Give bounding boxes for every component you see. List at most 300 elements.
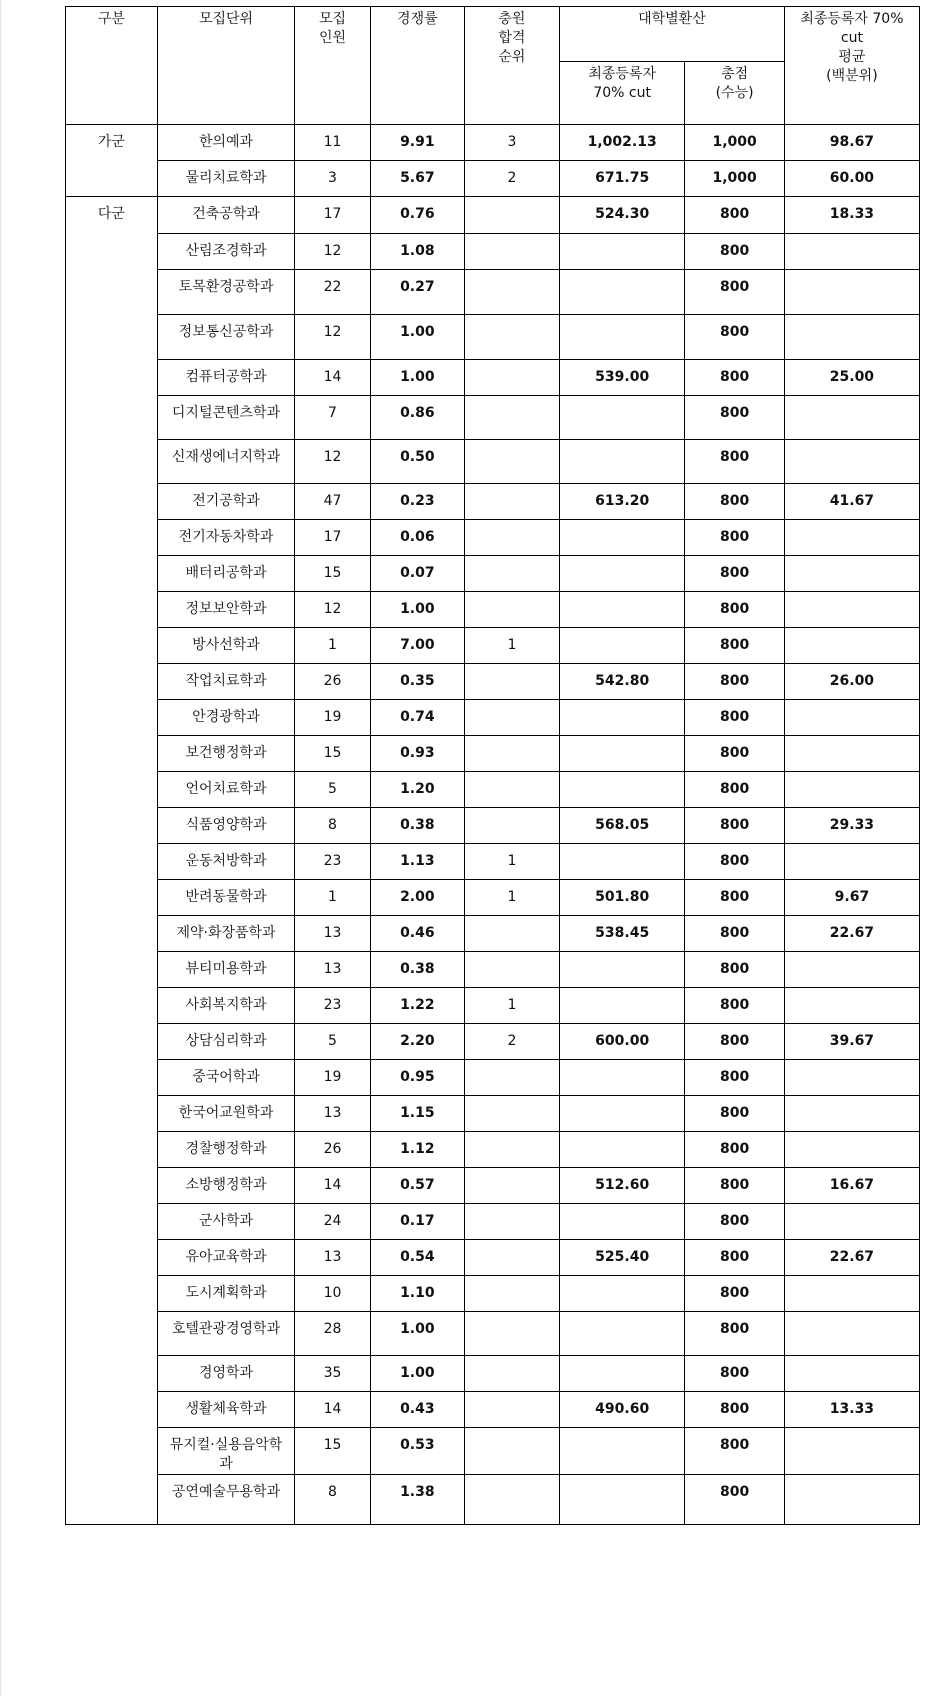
total-cell: 800 [685, 808, 784, 844]
cut70-cell [559, 736, 684, 772]
table-row [66, 1132, 920, 1168]
table-row [66, 234, 920, 270]
total-cell: 800 [685, 270, 784, 315]
ratio-cell: 1.00 [370, 315, 464, 360]
quota-cell: 17 [295, 197, 371, 234]
unit-cell: 언어치료학과 [157, 772, 294, 808]
unit-cell: 전기자동차학과 [157, 520, 294, 556]
waitlist-cell: 1 [464, 988, 559, 1024]
unit-cell: 중국어학과 [157, 1060, 294, 1096]
group-cell: 가군 [66, 125, 158, 197]
quota-cell: 12 [295, 315, 371, 360]
waitlist-cell [464, 700, 559, 736]
waitlist-cell: 2 [464, 161, 559, 197]
unit-cell: 뷰티미용학과 [157, 952, 294, 988]
header-group: 구분 [66, 7, 158, 125]
avg70-cell: 22.67 [784, 1240, 919, 1276]
total-cell: 1,000 [685, 161, 784, 197]
quota-cell: 12 [295, 234, 371, 270]
unit-cell: 생활체육학과 [157, 1392, 294, 1428]
table-row [66, 1204, 920, 1240]
cut70-cell [559, 700, 684, 736]
waitlist-cell [464, 1132, 559, 1168]
waitlist-cell [464, 1240, 559, 1276]
total-cell: 800 [685, 1312, 784, 1356]
waitlist-cell [464, 1096, 559, 1132]
avg70-cell [784, 988, 919, 1024]
total-cell: 800 [685, 736, 784, 772]
table-row [66, 1060, 920, 1096]
total-cell: 800 [685, 197, 784, 234]
avg70-cell: 39.67 [784, 1024, 919, 1060]
unit-cell: 신재생에너지학과 [157, 440, 294, 484]
table-row [66, 736, 920, 772]
total-cell: 800 [685, 484, 784, 520]
unit-cell: 호텔관광경영학과 [157, 1312, 294, 1356]
table-row [66, 396, 920, 440]
ratio-cell: 0.93 [370, 736, 464, 772]
quota-cell: 5 [295, 772, 371, 808]
total-cell: 800 [685, 916, 784, 952]
total-cell: 800 [685, 315, 784, 360]
unit-cell: 한국어교원학과 [157, 1096, 294, 1132]
cut70-cell [559, 1428, 684, 1475]
quota-cell: 47 [295, 484, 371, 520]
table-row [66, 844, 920, 880]
waitlist-cell [464, 315, 559, 360]
avg70-cell [784, 1475, 919, 1525]
waitlist-cell [464, 664, 559, 700]
waitlist-cell [464, 1392, 559, 1428]
unit-cell: 물리치료학과 [157, 161, 294, 197]
cut70-cell [559, 1356, 684, 1392]
cut70-cell: 568.05 [559, 808, 684, 844]
quota-cell: 19 [295, 1060, 371, 1096]
unit-cell: 방사선학과 [157, 628, 294, 664]
header-total: 총점 (수능) [685, 62, 784, 125]
avg70-cell [784, 520, 919, 556]
avg70-cell [784, 1132, 919, 1168]
ratio-cell: 1.00 [370, 1356, 464, 1392]
ratio-cell: 0.74 [370, 700, 464, 736]
quota-cell: 1 [295, 628, 371, 664]
avg70-cell [784, 315, 919, 360]
table-row [66, 1024, 920, 1060]
cut70-cell [559, 1096, 684, 1132]
cut70-cell: 501.80 [559, 880, 684, 916]
ratio-cell: 0.07 [370, 556, 464, 592]
header-cut70: 최종등록자 70% cut [559, 62, 684, 125]
unit-cell: 운동처방학과 [157, 844, 294, 880]
quota-cell: 1 [295, 880, 371, 916]
cut70-cell [559, 1276, 684, 1312]
table-row [66, 772, 920, 808]
total-cell: 800 [685, 628, 784, 664]
total-cell: 800 [685, 1096, 784, 1132]
ratio-cell: 2.00 [370, 880, 464, 916]
total-cell: 800 [685, 360, 784, 396]
unit-cell: 제약·화장품학과 [157, 916, 294, 952]
waitlist-cell [464, 952, 559, 988]
ratio-cell: 1.00 [370, 592, 464, 628]
waitlist-cell [464, 234, 559, 270]
table-row [66, 1096, 920, 1132]
avg70-cell: 18.33 [784, 197, 919, 234]
unit-cell: 보건행정학과 [157, 736, 294, 772]
quota-cell: 22 [295, 270, 371, 315]
unit-cell: 산림조경학과 [157, 234, 294, 270]
quota-cell: 12 [295, 440, 371, 484]
waitlist-cell [464, 592, 559, 628]
quota-cell: 8 [295, 808, 371, 844]
quota-cell: 19 [295, 700, 371, 736]
quota-cell: 7 [295, 396, 371, 440]
waitlist-cell [464, 736, 559, 772]
ratio-cell: 1.20 [370, 772, 464, 808]
cut70-cell: 613.20 [559, 484, 684, 520]
unit-cell: 소방행정학과 [157, 1168, 294, 1204]
total-cell: 800 [685, 234, 784, 270]
quota-cell: 14 [295, 1168, 371, 1204]
waitlist-cell [464, 520, 559, 556]
avg70-cell [784, 736, 919, 772]
total-cell: 800 [685, 440, 784, 484]
total-cell: 800 [685, 952, 784, 988]
ratio-cell: 1.00 [370, 360, 464, 396]
quota-cell: 28 [295, 1312, 371, 1356]
cut70-cell: 512.60 [559, 1168, 684, 1204]
avg70-cell [784, 1060, 919, 1096]
waitlist-cell: 2 [464, 1024, 559, 1060]
ratio-cell: 0.43 [370, 1392, 464, 1428]
avg70-cell: 98.67 [784, 125, 919, 161]
quota-cell: 13 [295, 1096, 371, 1132]
quota-cell: 12 [295, 592, 371, 628]
ratio-cell: 0.50 [370, 440, 464, 484]
quota-cell: 14 [295, 1392, 371, 1428]
avg70-cell [784, 952, 919, 988]
unit-cell: 경찰행정학과 [157, 1132, 294, 1168]
waitlist-cell [464, 772, 559, 808]
table-row [66, 916, 920, 952]
ratio-cell: 0.46 [370, 916, 464, 952]
ratio-cell: 2.20 [370, 1024, 464, 1060]
total-cell: 800 [685, 520, 784, 556]
ratio-cell: 0.27 [370, 270, 464, 315]
unit-cell: 군사학과 [157, 1204, 294, 1240]
ratio-cell: 0.76 [370, 197, 464, 234]
avg70-cell [784, 628, 919, 664]
table-row [66, 952, 920, 988]
waitlist-cell [464, 1312, 559, 1356]
table-row [66, 125, 920, 161]
table-row [66, 556, 920, 592]
unit-cell: 한의예과 [157, 125, 294, 161]
avg70-cell [784, 270, 919, 315]
avg70-cell [784, 556, 919, 592]
ratio-cell: 1.08 [370, 234, 464, 270]
unit-cell: 경영학과 [157, 1356, 294, 1392]
table-row [66, 808, 920, 844]
cut70-cell: 525.40 [559, 1240, 684, 1276]
unit-cell: 뮤지컬·실용음악학과 [157, 1428, 294, 1475]
total-cell: 800 [685, 1428, 784, 1475]
cut70-cell: 1,002.13 [559, 125, 684, 161]
unit-cell: 상담심리학과 [157, 1024, 294, 1060]
waitlist-cell [464, 440, 559, 484]
header-ratio: 경쟁률 [370, 7, 464, 125]
table-row [66, 592, 920, 628]
quota-cell: 5 [295, 1024, 371, 1060]
cut70-cell: 539.00 [559, 360, 684, 396]
total-cell: 800 [685, 1204, 784, 1240]
total-cell: 800 [685, 1475, 784, 1525]
avg70-cell [784, 1312, 919, 1356]
waitlist-cell: 1 [464, 628, 559, 664]
ratio-cell: 0.86 [370, 396, 464, 440]
table-row [66, 664, 920, 700]
cut70-cell [559, 628, 684, 664]
total-cell: 800 [685, 1276, 784, 1312]
unit-cell: 컴퓨터공학과 [157, 360, 294, 396]
avg70-cell [784, 700, 919, 736]
ratio-cell: 5.67 [370, 161, 464, 197]
header-unit: 모집단위 [157, 7, 294, 125]
cut70-cell [559, 772, 684, 808]
quota-cell: 23 [295, 844, 371, 880]
unit-cell: 정보보안학과 [157, 592, 294, 628]
waitlist-cell [464, 197, 559, 234]
total-cell: 800 [685, 396, 784, 440]
cut70-cell [559, 1475, 684, 1525]
avg70-cell [784, 592, 919, 628]
table-row [66, 628, 920, 664]
ratio-cell: 1.15 [370, 1096, 464, 1132]
table-row [66, 1356, 920, 1392]
cut70-cell [559, 1204, 684, 1240]
waitlist-cell: 1 [464, 880, 559, 916]
table-row [66, 988, 920, 1024]
cut70-cell [559, 520, 684, 556]
cut70-cell [559, 556, 684, 592]
cut70-cell [559, 270, 684, 315]
ratio-cell: 1.10 [370, 1276, 464, 1312]
avg70-cell: 41.67 [784, 484, 919, 520]
unit-cell: 배터리공학과 [157, 556, 294, 592]
table-row [66, 700, 920, 736]
table-row [66, 1276, 920, 1312]
unit-cell: 정보통신공학과 [157, 315, 294, 360]
waitlist-cell: 1 [464, 844, 559, 880]
cut70-cell [559, 1060, 684, 1096]
total-cell: 800 [685, 592, 784, 628]
table-row [66, 1312, 920, 1356]
cut70-cell [559, 315, 684, 360]
cut70-cell: 542.80 [559, 664, 684, 700]
ratio-cell: 1.38 [370, 1475, 464, 1525]
unit-cell: 건축공학과 [157, 197, 294, 234]
cut70-cell: 538.45 [559, 916, 684, 952]
ratio-cell: 1.13 [370, 844, 464, 880]
admissions-table [65, 6, 920, 1525]
quota-cell: 35 [295, 1356, 371, 1392]
ratio-cell: 1.12 [370, 1132, 464, 1168]
avg70-cell [784, 1428, 919, 1475]
avg70-cell: 60.00 [784, 161, 919, 197]
quota-cell: 14 [295, 360, 371, 396]
table-row [66, 270, 920, 315]
cut70-cell [559, 1312, 684, 1356]
cut70-cell [559, 592, 684, 628]
table-row [66, 1392, 920, 1428]
cut70-cell [559, 1132, 684, 1168]
total-cell: 800 [685, 664, 784, 700]
quota-cell: 17 [295, 520, 371, 556]
unit-cell: 안경광학과 [157, 700, 294, 736]
avg70-cell: 13.33 [784, 1392, 919, 1428]
cut70-cell [559, 440, 684, 484]
header-quota: 모집 인원 [295, 7, 371, 125]
unit-cell: 식품영양학과 [157, 808, 294, 844]
quota-cell: 24 [295, 1204, 371, 1240]
quota-cell: 13 [295, 952, 371, 988]
total-cell: 800 [685, 1392, 784, 1428]
waitlist-cell [464, 916, 559, 952]
waitlist-cell [464, 1428, 559, 1475]
cut70-cell [559, 988, 684, 1024]
table-body [66, 125, 920, 1525]
header-avg70: 최종등록자 70% cut 평균 (백분위) [784, 7, 919, 125]
ratio-cell: 9.91 [370, 125, 464, 161]
table-row [66, 1240, 920, 1276]
waitlist-cell: 3 [464, 125, 559, 161]
quota-cell: 15 [295, 1428, 371, 1475]
table-row [66, 315, 920, 360]
waitlist-cell [464, 396, 559, 440]
total-cell: 800 [685, 1060, 784, 1096]
waitlist-cell [464, 1356, 559, 1392]
total-cell: 800 [685, 1240, 784, 1276]
waitlist-cell [464, 270, 559, 315]
total-cell: 800 [685, 988, 784, 1024]
avg70-cell: 25.00 [784, 360, 919, 396]
ratio-cell: 7.00 [370, 628, 464, 664]
table-row [66, 1168, 920, 1204]
avg70-cell [784, 772, 919, 808]
ratio-cell: 1.22 [370, 988, 464, 1024]
avg70-cell [784, 440, 919, 484]
avg70-cell: 9.67 [784, 880, 919, 916]
total-cell: 1,000 [685, 125, 784, 161]
waitlist-cell [464, 1060, 559, 1096]
avg70-cell [784, 844, 919, 880]
quota-cell: 8 [295, 1475, 371, 1525]
total-cell: 800 [685, 700, 784, 736]
avg70-cell [784, 234, 919, 270]
quota-cell: 11 [295, 125, 371, 161]
total-cell: 800 [685, 1132, 784, 1168]
quota-cell: 26 [295, 664, 371, 700]
quota-cell: 26 [295, 1132, 371, 1168]
waitlist-cell [464, 1475, 559, 1525]
waitlist-cell [464, 556, 559, 592]
header-conversion: 대학별환산 [559, 7, 784, 62]
total-cell: 800 [685, 844, 784, 880]
unit-cell: 토목환경공학과 [157, 270, 294, 315]
avg70-cell: 22.67 [784, 916, 919, 952]
cut70-cell [559, 844, 684, 880]
ratio-cell: 0.95 [370, 1060, 464, 1096]
unit-cell: 작업치료학과 [157, 664, 294, 700]
cut70-cell: 671.75 [559, 161, 684, 197]
waitlist-cell [464, 360, 559, 396]
total-cell: 800 [685, 1024, 784, 1060]
avg70-cell [784, 1356, 919, 1392]
table-row [66, 880, 920, 916]
table-row [66, 161, 920, 197]
cut70-cell [559, 952, 684, 988]
total-cell: 800 [685, 1356, 784, 1392]
unit-cell: 디지털콘텐츠학과 [157, 396, 294, 440]
header-waitlist: 충원 합격 순위 [464, 7, 559, 125]
avg70-cell: 29.33 [784, 808, 919, 844]
ratio-cell: 0.57 [370, 1168, 464, 1204]
unit-cell: 전기공학과 [157, 484, 294, 520]
cut70-cell: 524.30 [559, 197, 684, 234]
unit-cell: 사회복지학과 [157, 988, 294, 1024]
quota-cell: 23 [295, 988, 371, 1024]
cut70-cell [559, 396, 684, 440]
table-row [66, 1475, 920, 1525]
group-cell: 다군 [66, 197, 158, 1525]
avg70-cell: 26.00 [784, 664, 919, 700]
quota-cell: 15 [295, 556, 371, 592]
cut70-cell: 490.60 [559, 1392, 684, 1428]
avg70-cell [784, 396, 919, 440]
table-row [66, 1428, 920, 1475]
ratio-cell: 0.53 [370, 1428, 464, 1475]
ratio-cell: 0.38 [370, 952, 464, 988]
total-cell: 800 [685, 772, 784, 808]
total-cell: 800 [685, 880, 784, 916]
ratio-cell: 0.54 [370, 1240, 464, 1276]
waitlist-cell [464, 808, 559, 844]
quota-cell: 3 [295, 161, 371, 197]
avg70-cell [784, 1204, 919, 1240]
cut70-cell [559, 234, 684, 270]
quota-cell: 13 [295, 1240, 371, 1276]
cut70-cell: 600.00 [559, 1024, 684, 1060]
ratio-cell: 1.00 [370, 1312, 464, 1356]
avg70-cell [784, 1096, 919, 1132]
waitlist-cell [464, 484, 559, 520]
table-row [66, 520, 920, 556]
waitlist-cell [464, 1276, 559, 1312]
unit-cell: 유아교육학과 [157, 1240, 294, 1276]
ratio-cell: 0.17 [370, 1204, 464, 1240]
ratio-cell: 0.23 [370, 484, 464, 520]
total-cell: 800 [685, 1168, 784, 1204]
table-row [66, 440, 920, 484]
table-row [66, 360, 920, 396]
quota-cell: 10 [295, 1276, 371, 1312]
ratio-cell: 0.38 [370, 808, 464, 844]
unit-cell: 공연예술무용학과 [157, 1475, 294, 1525]
avg70-cell: 16.67 [784, 1168, 919, 1204]
ratio-cell: 0.06 [370, 520, 464, 556]
unit-cell: 반려동물학과 [157, 880, 294, 916]
unit-cell: 도시계획학과 [157, 1276, 294, 1312]
